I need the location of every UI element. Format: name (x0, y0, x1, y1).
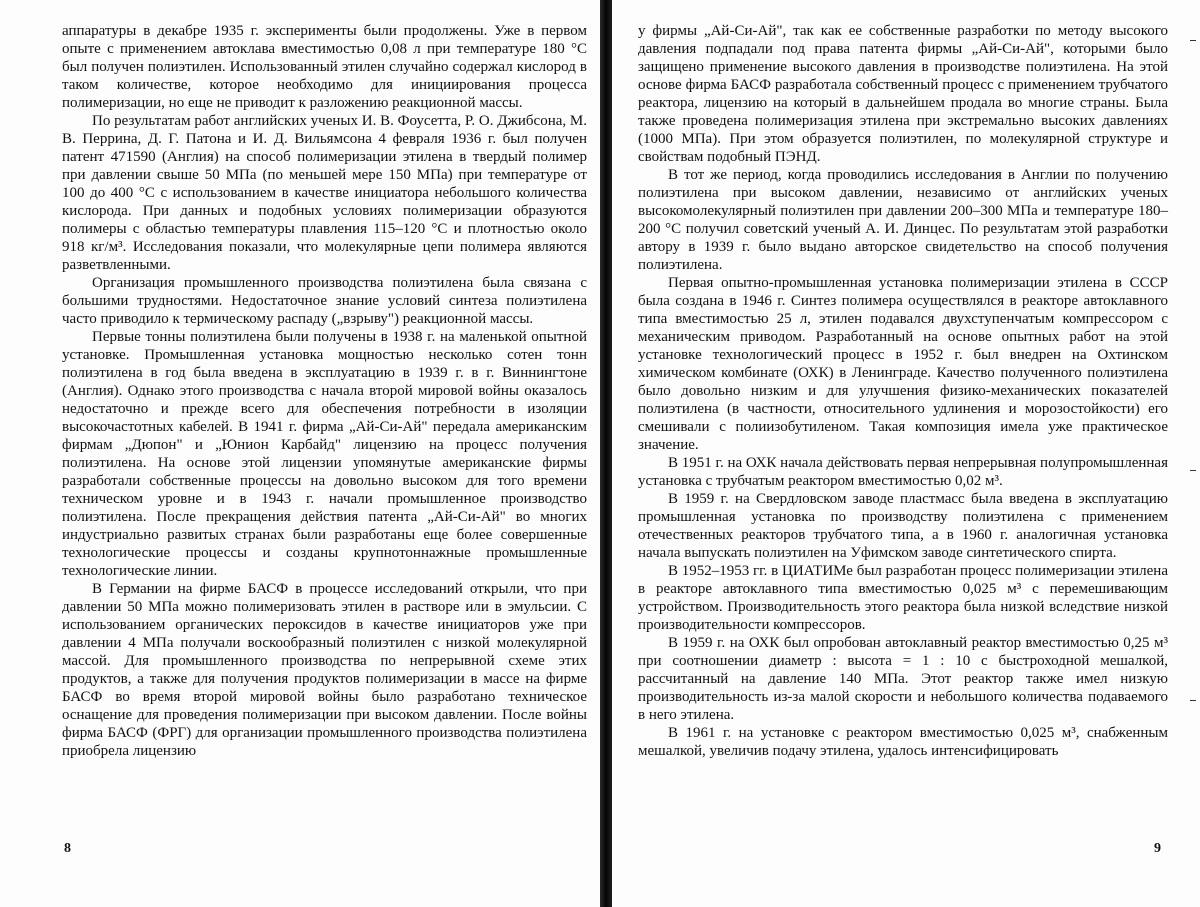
book-gutter (600, 0, 612, 907)
right-page-number: 9 (1154, 841, 1161, 856)
left-page-text (62, 22, 587, 760)
left-paragraph-2: По результатам работ английских ученых И. В. Фоусетта, Р. О. Джибсона, М. В. Перрина, Д. Г. Патона и И. Д. Вильямсона 4 февраля 1936 г. был получен патент 471590 (Англия) на способ полимеризации этилена в твердый полимер при давлении свыше 50 МПа (по меньшей мере 150 МПа) при температуре от 100 до 400 °С с использованием в качестве инициатора небольшого количества кислорода. При данных и подобных условиях полимеризации образуются полимеры с областью температуры плавления 115–120 °С и плотностью около 918 кг/м³. Исследования показали, что молекулярные цепи полимера являются разветвленными. (62, 113, 587, 273)
right-paragraph-7: В 1959 г. на ОХК был опробован автоклавный реактор вместимостью 0,25 м³ при соотношении диаметр : высота = 1 : 10 с быстроходной мешалкой, рассчитанный на давление 140 МПа. Этот реактор также имел низкую производительность из-за малой скорости и небольшого количества подаваемого в него этилена. (638, 635, 1168, 723)
edge-speck (1190, 700, 1196, 701)
right-paragraph-2: В тот же период, когда проводились исследования в Англии по получению полиэтилена при высоком давлении, независимо от английских ученых высокомолекулярный полиэтилен при давлении 200–300 МПа и температуре 180–200 °С получил советский ученый А. И. Динцес. По результатам этой разработки автору в 1939 г. было выдано авторское свидетельство на способ получения полиэтилена. (638, 167, 1168, 273)
right-paragraph-5: В 1959 г. на Свердловском заводе пластмасс была введена в эксплуатацию промышленная установка по производству полиэтилена с применением отечественных реакторов трубчатого типа, а в 1960 г. аналогичная установка начала выпускать полиэтилен на Уфимском заводе синтетического спирта. (638, 491, 1168, 561)
left-paragraph-5: В Германии на фирме БАСФ в процессе исследований открыли, что при давлении 50 МПа можно полимеризовать этилен в растворе или в эмульсии. С использованием органических пероксидов в качестве инициаторов уже при давлении 4 МПа получали воскообразный полиэтилен с низкой молекулярной массой. Для промышленного производства по непрерывной схеме этих продуктов, а также для получения продуктов полимеризации в массе на фирме БАСФ во время второй мировой войны было разработано техническое оснащение для проведения полимеризации при высоком давлении. После войны фирма БАСФ (ФРГ) для организации промышленного производства полиэтилена приобрела лицензию (62, 581, 587, 759)
edge-speck (1190, 40, 1196, 41)
left-paragraph-3: Организация промышленного производства полиэтилена была связана с большими трудностями. Недостаточное знание условий синтеза полиэтилена часто приводило к термическому распаду („взрыву") реакционной массы. (62, 275, 587, 327)
left-paragraph-1: аппаратуры в декабре 1935 г. эксперименты были продолжены. Уже в первом опыте с применением автоклава вместимостью 0,08 л при температуре 180 °С был получен полиэтилен. Использованный этилен случайно содержал кислород в таком количестве, которое необходимо для инициирования процесса полимеризации, но еще не приводит к разложению реакционной массы. (62, 23, 587, 111)
right-page-text (638, 22, 1168, 760)
right-paragraph-4: В 1951 г. на ОХК начала действовать первая непрерывная полупромышленная установка с трубчатым реактором вместимостью 0,02 м³. (638, 455, 1168, 489)
right-paragraph-6: В 1952–1953 гг. в ЦИАТИМе был разработан процесс полимеризации этилена в реакторе автоклавного типа вместимостью 0,025 м³ с перемешивающим устройством. Производительность этого реактора была низкой вследствие низкой производительности компрессоров. (638, 563, 1168, 633)
left-paragraph-4: Первые тонны полиэтилена были получены в 1938 г. на маленькой опытной установке. Промышленная установка мощностью несколько сотен тонн полиэтилена в год была введена в эксплуатацию в 1939 г. в г. Виннингтоне (Англия). Однако этого производства с начала второй мировой войны оказалось недостаточно и прежде всего для обеспечения потребности в изоляции высокочастотных кабелей. В 1941 г. фирма „Ай-Си-Ай" передала американским фирмам „Дюпон" и „Юнион Карбайд" лицензию на процесс получения полиэтилена. На основе этой лицензии упомянутые американские фирмы разработали собственные процессы на довольно высоком для того времени техническом уровне и в 1943 г. начали промышленное производство полиэтилена. После прекращения действия патента „Ай-Си-Ай" во многих индустриально развитых странах были разработаны еще более совершенные технологические процессы и созданы крупнотоннажные промышленные технологические линии. (62, 329, 587, 579)
left-page-number: 8 (64, 841, 71, 856)
right-paragraph-8: В 1961 г. на установке с реактором вместимостью 0,025 м³, снабженным мешалкой, увеличив подачу этилена, удалось интенсифицировать (638, 725, 1168, 759)
right-paragraph-1: у фирмы „Ай-Си-Ай", так как ее собственные разработки по методу высокого давления подпадали под права патента фирмы „Ай-Си-Ай", которыми было защищено применение высокого давления в производстве полиэтилена. На этой основе фирма БАСФ разработала собственный процесс с применением трубчатого реактора, лицензию на который в дальнейшем продала во многие страны. Была также проведена полимеризация этилена при экстремально высоких давлениях (1000 МПа). При этом образуется полиэтилен, по молекулярной структуре и свойствам подобный ПЭНД. (638, 23, 1168, 165)
right-page (612, 0, 1200, 907)
edge-speck (1190, 470, 1196, 471)
right-paragraph-3: Первая опытно-промышленная установка полимеризации этилена в СССР была создана в 1946 г. Синтез полимера осуществлялся в реакторе автоклавного типа вместимостью 25 л, этилен подавался двухступенчатым компрессором с механическим приводом. Разработанный на основе опытных работ на этой установке технологический процесс в 1952 г. был внедрен на Охтинском химическом комбинате (ОХК) в Ленинграде. Качество полученного полиэтилена было довольно низким и для улучшения физико-механических показателей полиэтилена (в частности, относительного удлинения и морозостойкости) его смешивали с полиизобутиленом. Такая композиция имела уже практическое значение. (638, 275, 1168, 453)
